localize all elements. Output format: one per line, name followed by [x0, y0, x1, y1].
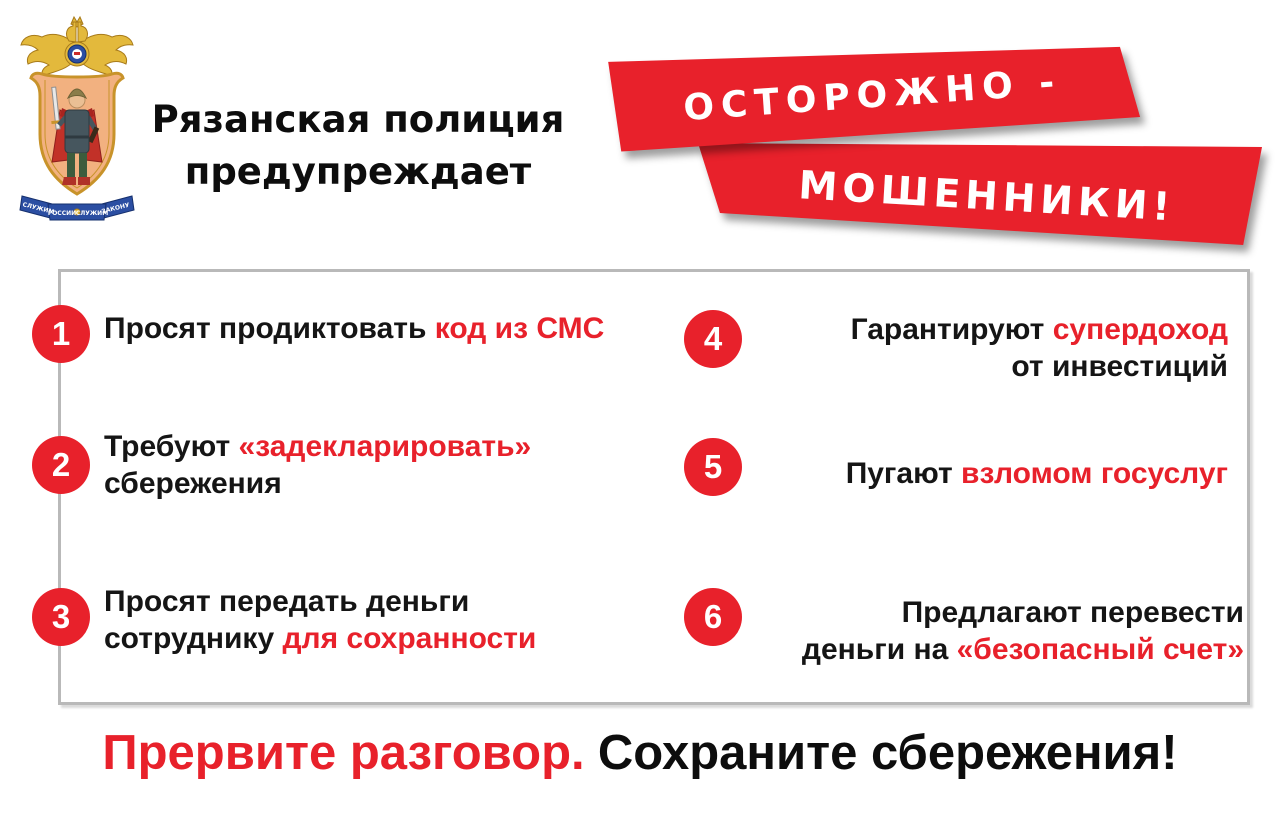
- item-1-text: [104, 310, 604, 347]
- item-6-text-line: Предлагают перевести: [901, 596, 1244, 629]
- ribbon-word-right: ЗАКОНУ: [100, 201, 131, 216]
- footer-tagline-black: Сохраните сбережения!: [597, 726, 1178, 780]
- item-1-number-badge: 1: [32, 305, 90, 363]
- page-title-line1: Рязанская полиция: [151, 98, 565, 141]
- warning-banner-top-label: ОСТОРОЖНО -: [682, 61, 1063, 130]
- item-5-number-badge: 5: [684, 438, 742, 496]
- item-2-number-badge: 2: [32, 436, 90, 494]
- ribbon-word-center-right: СЛУЖИМ: [75, 210, 109, 217]
- footer-tagline: [0, 725, 1280, 781]
- item-3-text: [104, 583, 536, 657]
- item-6-number-badge: 6: [684, 588, 742, 646]
- ribbon-word-left: СЛУЖИМ: [21, 201, 55, 216]
- page-title-line2: предупреждает: [184, 150, 532, 193]
- page-title: [128, 94, 588, 198]
- item-1-text-line: Просят продиктовать код из СМС: [104, 312, 605, 345]
- warning-banner-top: [600, 40, 1145, 155]
- item-2-text: [104, 428, 531, 502]
- warning-banner-bottom-label: МОШЕННИКИ!: [797, 162, 1177, 230]
- police-emblem: [16, 10, 138, 225]
- item-4-number-badge: 4: [684, 310, 742, 368]
- item-3-text-line: Просят передать деньги: [104, 585, 470, 618]
- item-4-text-line: от инвестиций: [1011, 350, 1228, 383]
- item-5-text-line: Пугают взломом госуслуг: [845, 457, 1228, 490]
- item-3-number-badge: 3: [32, 588, 90, 646]
- item-6-text-line: деньги на «безопасный счет»: [801, 633, 1244, 666]
- item-4-text-line: Гарантируют супердоход: [850, 313, 1228, 346]
- footer-tagline-red: Прервите разговор.: [102, 726, 585, 780]
- item-2-text-line: сбережения: [104, 467, 282, 500]
- eagle-badge-icon: [65, 42, 89, 66]
- item-3-text-line: сотруднику для сохранности: [104, 622, 537, 655]
- ribbon-word-center-left: РОССИИ: [47, 210, 77, 217]
- item-2-text-line: Требуют «задекларировать»: [104, 430, 532, 463]
